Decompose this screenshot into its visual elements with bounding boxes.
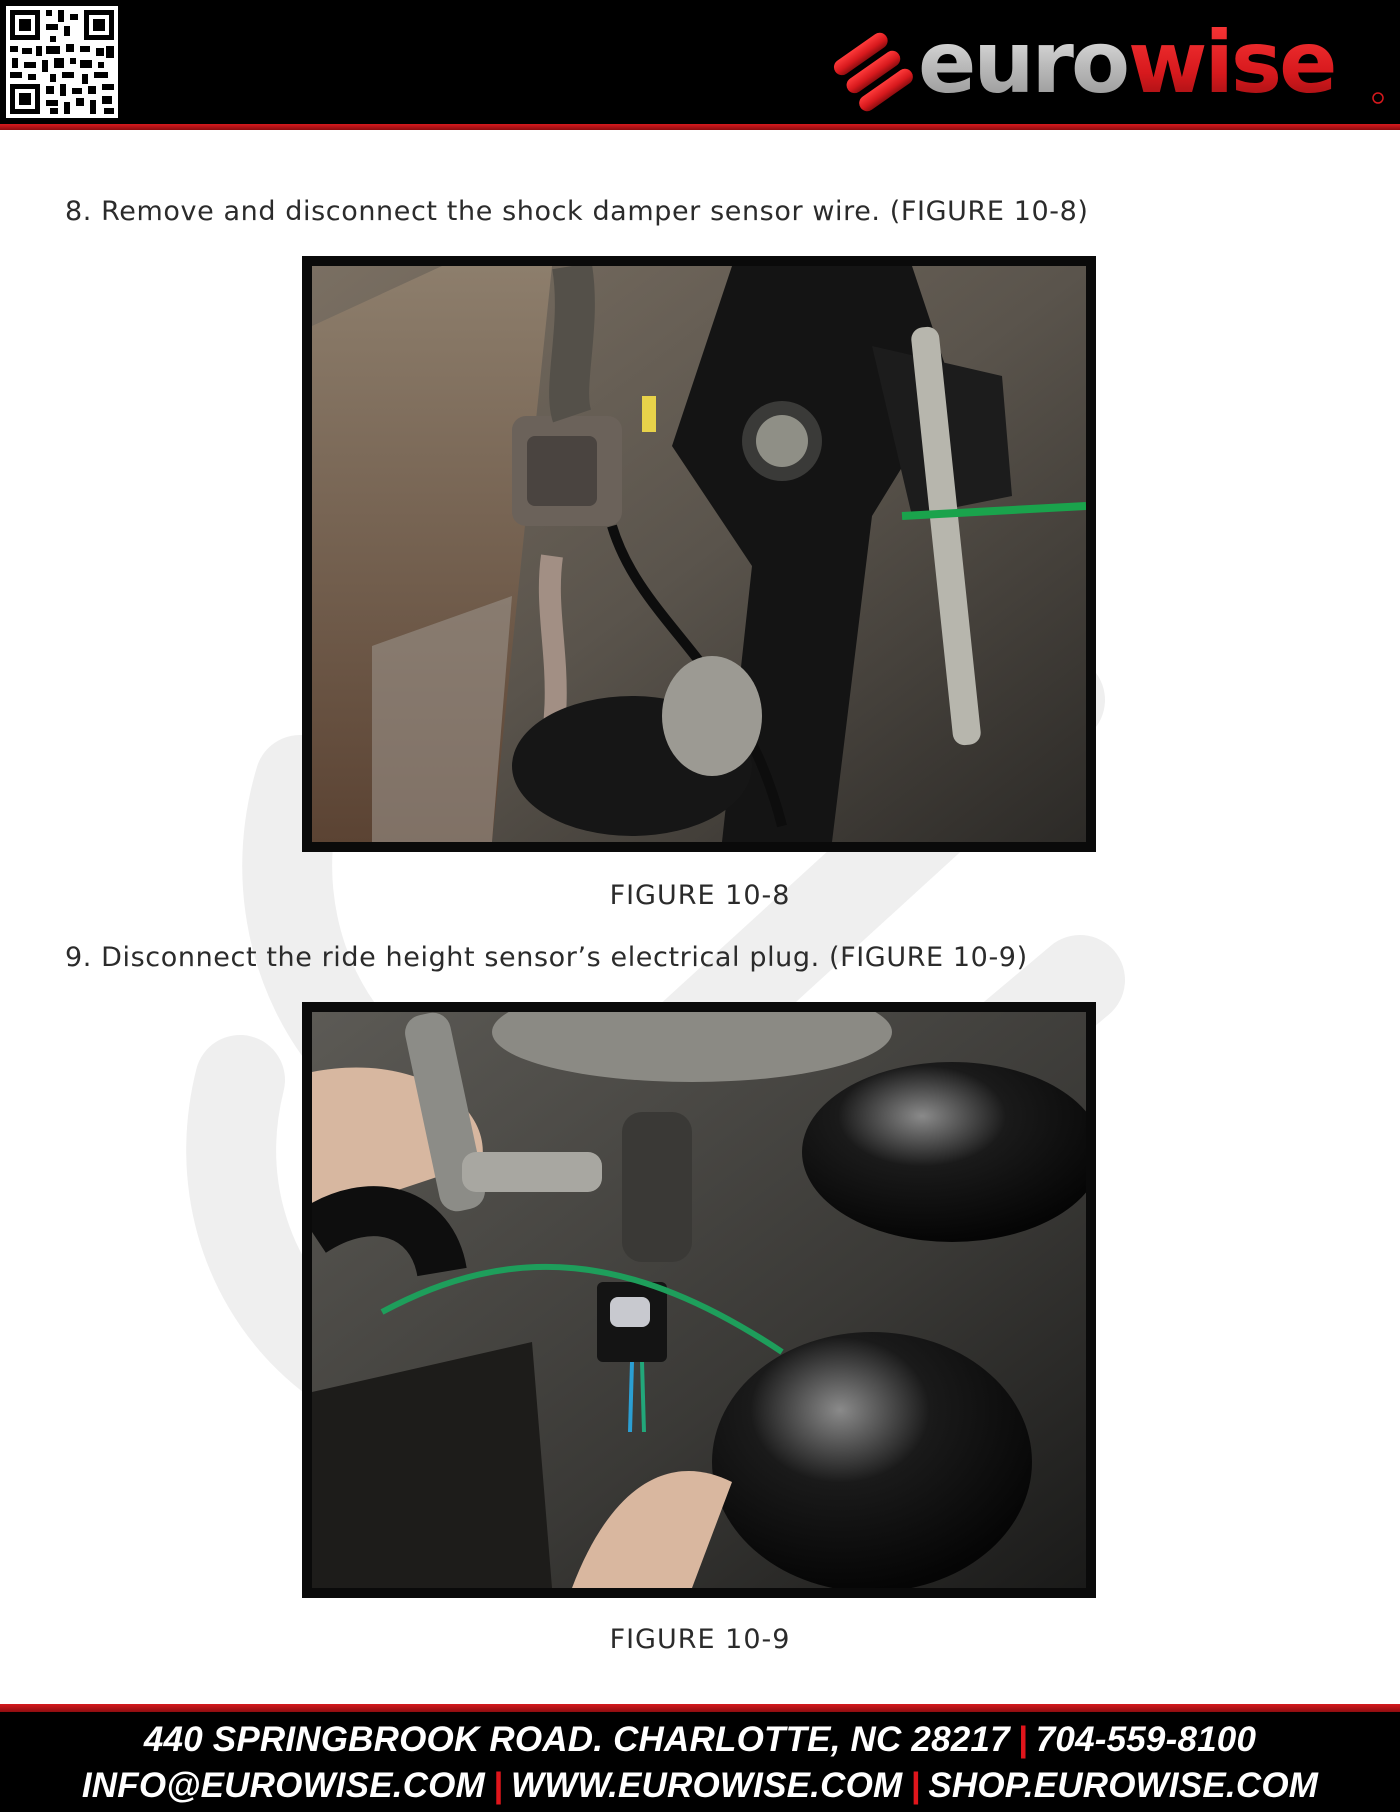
header-accent-bar — [0, 124, 1400, 130]
footer-separator: | — [910, 1766, 921, 1805]
step-9-text: 9. Disconnect the ride height sensor’s electrical plug. (FIGURE 10-9) — [65, 942, 1028, 973]
page-header — [0, 0, 1400, 124]
footer-links-line — [0, 1766, 1400, 1806]
figure-10-9-photo — [302, 1002, 1096, 1598]
page-footer — [0, 1712, 1400, 1812]
footer-separator: | — [1017, 1720, 1028, 1759]
eurowise-logo[interactable] — [830, 14, 1385, 114]
figure-10-8-caption: FIGURE 10-8 — [609, 880, 791, 911]
footer-phone[interactable]: 704-559-8100 — [1035, 1720, 1257, 1759]
figure-10-9-caption: FIGURE 10-9 — [609, 1624, 791, 1655]
eurowise-emblem-icon — [831, 30, 916, 114]
footer-address: 440 SPRINGBROOK ROAD. CHARLOTTE, NC 28217 — [143, 1720, 1010, 1759]
qr-code-icon[interactable] — [6, 6, 118, 118]
svg-text:euro: euro — [918, 14, 1128, 113]
footer-address-line — [0, 1720, 1400, 1760]
figure-10-8-photo — [302, 256, 1096, 852]
footer-email-link[interactable]: INFO@EUROWISE.COM — [81, 1766, 485, 1805]
step-8-text: 8. Remove and disconnect the shock damper sensor wire. (FIGURE 10-8) — [65, 196, 1089, 227]
footer-website-link[interactable]: WWW.EUROWISE.COM — [510, 1766, 903, 1805]
registered-mark-icon — [1373, 93, 1383, 103]
svg-text:wise: wise — [1128, 14, 1335, 113]
footer-accent-bar — [0, 1704, 1400, 1712]
footer-separator: | — [492, 1766, 503, 1805]
footer-shop-link[interactable]: SHOP.EUROWISE.COM — [928, 1766, 1319, 1805]
